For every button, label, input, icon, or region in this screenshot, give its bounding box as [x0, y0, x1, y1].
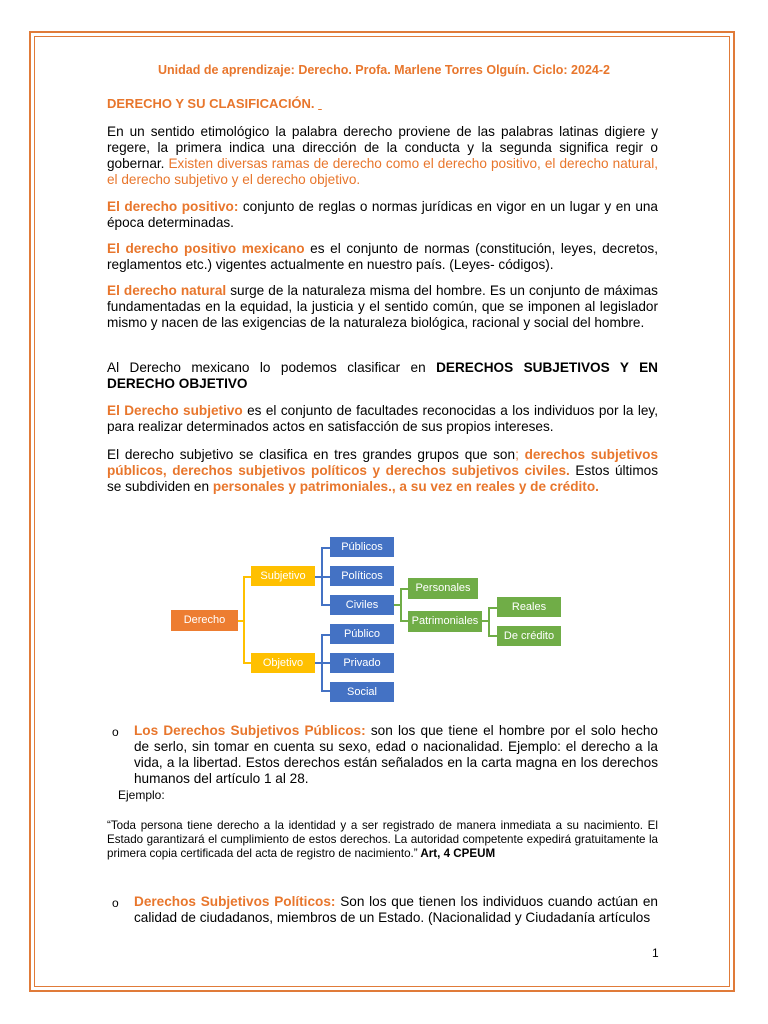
connector-line — [243, 576, 245, 664]
connector-line — [400, 620, 408, 622]
bullet-text: Los Derechos Subjetivos Públicos: son los que tiene el hombre por el solo hecho de serlo, sin tomar en cuenta su sexo, edad o nacionalidad. Ejemplo: el derecho a la vida, a la libertad. Estos derechos están señalados en la carta magna en los derechos humanos del artículo 1 al 28. — [134, 723, 658, 786]
section-title: DERECHO Y SU CLASIFICACIÓN. — [107, 96, 319, 111]
node-publico: Público — [330, 624, 394, 644]
connector-line — [321, 634, 330, 636]
node-subjetivo: Subjetivo — [251, 566, 315, 586]
paragraph-etymology: En un sentido etimológico la palabra derecho proviene de las palabras latinas digiere y regere, la primera indica una dirección de la conducta y la segunda significa regir o gobernar. Existen diversas ramas de derecho como el derecho positivo, el derecho natural, el derecho subjetivo y el derecho objetivo. — [107, 124, 658, 187]
connector-line — [488, 607, 490, 637]
ejemplo-label: Ejemplo: — [118, 788, 165, 802]
connector-line — [400, 588, 408, 590]
paragraph-derecho-subjetivo: El Derecho subjetivo es el conjunto de facultades reconocidas a los individuos por la ley, para realizar determinados actos en satisfacción de sus propios intereses. — [107, 403, 658, 434]
node-civiles: Civiles — [330, 595, 394, 615]
node-derecho: Derecho — [171, 610, 238, 631]
node-reales: Reales — [497, 597, 561, 617]
bullet-text: Derechos Subjetivos Políticos: Son los que tienen los individuos cuando actúan en calidad de ciudadanos, miembros de un Estado. (Nacionalidad y Ciudadanía artículos — [134, 894, 658, 925]
node-publicos: Públicos — [330, 537, 394, 557]
paragraph-grupos: El derecho subjetivo se clasifica en tres grandes grupos que son; derechos subjetivos públicos, derechos subjetivos políticos y derechos subjetivos civiles. Estos últimos se subdividen en personales y patrimoniales., a su vez en reales y de crédito. — [107, 447, 659, 494]
node-patrimoniales: Patrimoniales — [408, 611, 482, 632]
connector-line — [321, 547, 330, 549]
node-social: Social — [330, 682, 394, 702]
connector-line — [400, 588, 402, 622]
connector-line — [321, 662, 330, 664]
bullet-marker: o — [112, 725, 119, 739]
page-number: 1 — [652, 946, 659, 960]
connector-line — [321, 604, 330, 606]
paragraph-derecho-positivo: El derecho positivo: conjunto de reglas o normas jurídicas en vigor en un lugar y en una época determinadas. — [107, 199, 658, 230]
connector-line — [488, 635, 497, 637]
node-privado: Privado — [330, 653, 394, 673]
node-personales: Personales — [408, 578, 478, 599]
quote-article-4: “Toda persona tiene derecho a la identidad y a ser registrado de manera inmediata a su nacimiento. El Estado garantizará el cumplimiento de estos derechos. La autoridad competente expedirá gratuitamente la primera copia certificada del acta de registro de nacimiento.” Art, 4 CPEUM — [107, 819, 658, 860]
node-objetivo: Objetivo — [251, 653, 315, 673]
connector-line — [243, 576, 251, 578]
node-politicos: Políticos — [330, 566, 394, 586]
bullet-marker: o — [112, 896, 119, 910]
node-de-credito: De crédito — [497, 626, 561, 646]
connector-line — [488, 607, 497, 609]
connector-line — [321, 576, 330, 578]
paragraph-clasificacion: Al Derecho mexicano lo podemos clasificar en DERECHOS SUBJETIVOS Y EN DERECHO OBJETIVO — [107, 360, 658, 391]
connector-line — [243, 662, 251, 664]
document-header: Unidad de aprendizaje: Derecho. Profa. Marlene Torres Olguín. Ciclo: 2024-2 — [158, 63, 610, 77]
paragraph-derecho-natural: El derecho natural surge de la naturaleza misma del hombre. Es un conjunto de máximas fundamentadas en la equidad, la justicia y el sentido común, que se imponen al legislador mismo y nacen de las exigencias de la naturaleza biológica, racional y social del hombre. — [107, 283, 658, 330]
paragraph-derecho-positivo-mexicano: El derecho positivo mexicano es el conjunto de normas (constitución, leyes, decretos, reglamentos etc.) vigentes actualmente en nuestro país. (Leyes- códigos). — [107, 241, 658, 272]
connector-line — [321, 690, 330, 692]
